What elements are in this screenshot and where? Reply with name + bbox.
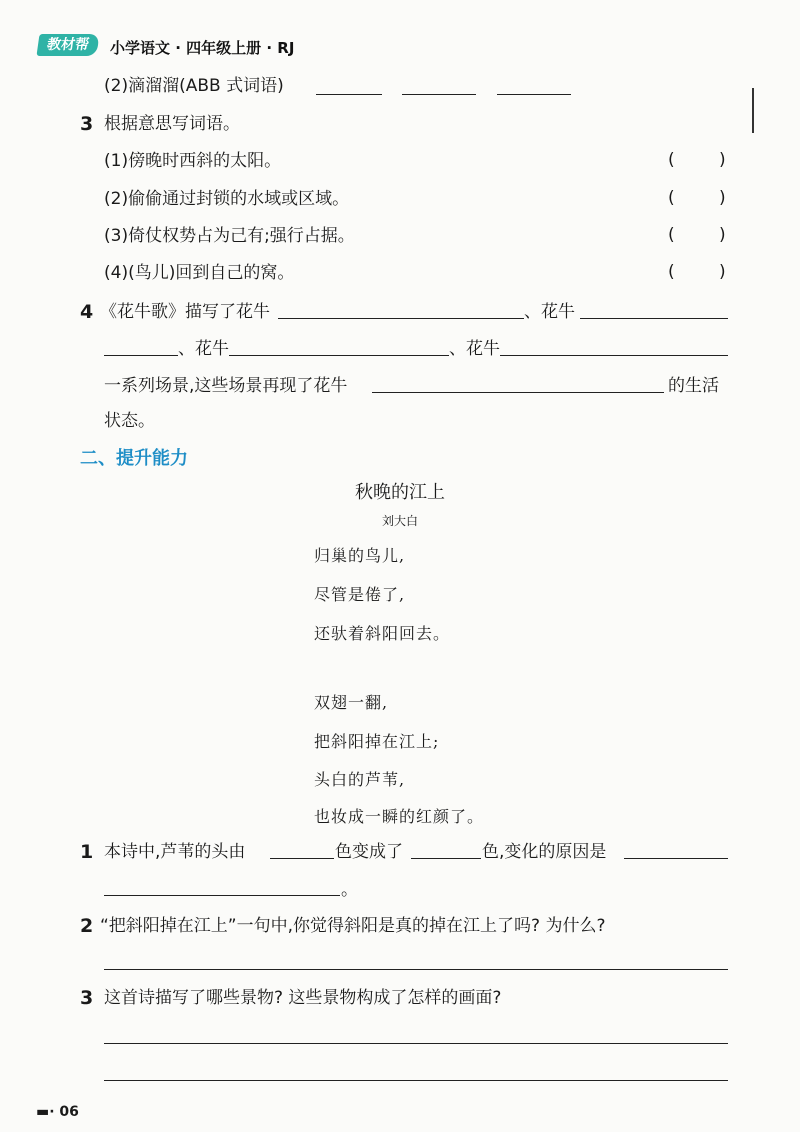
poem-author: 刘大白 (381, 514, 418, 528)
page-number-text: 06 (59, 1104, 79, 1120)
badge-label: 教材帮 (45, 37, 91, 53)
q4-blank-6[interactable] (372, 392, 664, 393)
p2q1-part1: 本诗中,芦苇的头由 (104, 842, 246, 862)
q4-line3-end: 的生活 (668, 376, 719, 396)
q4-line4: 状态。 (104, 411, 155, 431)
q3-item-2: (2)偷偷通过封锁的水域或区域。 (104, 189, 350, 209)
p2q3-answer-line-1[interactable] (104, 1043, 728, 1044)
poem-line: 也妆成一瞬的红颜了。 (314, 807, 485, 826)
q4-blank-5[interactable] (500, 355, 728, 356)
q4-blank-3[interactable] (104, 355, 178, 356)
q3-paren-close-1: ) (719, 150, 726, 170)
q3-paren-close-2: ) (719, 188, 726, 208)
p2q2-text: “把斜阳掉在江上”一句中,你觉得斜阳是真的掉在江上了吗? 为什么? (100, 916, 606, 936)
p2q1-number: 1 (80, 841, 94, 863)
p2q3-text: 这首诗描写了哪些景物? 这些景物构成了怎样的画面? (104, 988, 502, 1008)
q3-item-3: (3)倚仗权势占为己有;强行占据。 (104, 226, 355, 246)
section-2-title: 二、提升能力 (80, 448, 188, 469)
q4-line3-start: 一系列场景,这些场景再现了花牛 (104, 376, 348, 396)
q3-item-4: (4)(鸟儿)回到自己的窝。 (104, 263, 295, 283)
p2q1-blank-1[interactable] (270, 858, 334, 859)
q3-paren-open-2: ( (668, 188, 675, 208)
q3-item-1: (1)傍晚时西斜的太阳。 (104, 151, 282, 171)
q2-blank-3[interactable] (497, 94, 571, 95)
q4-sep-2: 、花牛 (178, 339, 229, 359)
q4-sep-1: 、花牛 (524, 302, 575, 322)
q3-paren-open-1: ( (668, 150, 675, 170)
q3-paren-open-3: ( (668, 225, 675, 245)
p2q1-blank-4[interactable] (104, 895, 340, 896)
q4-blank-1[interactable] (278, 318, 524, 319)
poem-line: 尽管是倦了, (314, 585, 406, 604)
page-dash-icon: ▬· (36, 1104, 55, 1120)
textbook-badge (36, 34, 99, 56)
p2q2-number: 2 (80, 915, 94, 937)
q4-part1: 《花牛歌》描写了花牛 (100, 302, 270, 322)
q2-blank-2[interactable] (402, 94, 476, 95)
q2-item2-label: (2)滴溜溜(ABB 式词语) (104, 76, 284, 96)
p2q1-blank-3[interactable] (624, 858, 728, 859)
poem-title: 秋晚的江上 (355, 482, 445, 503)
p2q1-blank-2[interactable] (411, 858, 481, 859)
edge-mark (752, 88, 754, 133)
q4-blank-4[interactable] (229, 355, 449, 356)
q3-paren-open-4: ( (668, 262, 675, 282)
q2-blank-1[interactable] (316, 94, 382, 95)
poem-line: 把斜阳掉在江上; (314, 732, 440, 751)
p2q2-answer-line[interactable] (104, 969, 728, 970)
q3-number: 3 (80, 113, 94, 135)
p2q3-answer-line-2[interactable] (104, 1080, 728, 1081)
poem-line: 头白的芦苇, (314, 770, 406, 789)
p2q1-part2: 色变成了 (335, 842, 403, 862)
q3-paren-close-4: ) (719, 262, 726, 282)
poem-line: 双翅一翻, (314, 693, 389, 712)
header-title: 小学语文 · 四年级上册 · RJ (110, 39, 295, 57)
p2q1-part3: 色,变化的原因是 (482, 842, 607, 862)
p2q3-number: 3 (80, 987, 94, 1009)
q3-prompt: 根据意思写词语。 (104, 114, 240, 134)
poem-line: 还驮着斜阳回去。 (314, 624, 451, 643)
q4-sep-3: 、花牛 (449, 339, 500, 359)
q4-number: 4 (80, 301, 94, 323)
q3-paren-close-3: ) (719, 225, 726, 245)
page-number (36, 1104, 79, 1120)
p2q1-end: 。 (341, 880, 358, 900)
poem-line: 归巢的鸟儿, (314, 546, 406, 565)
q4-blank-2[interactable] (580, 318, 728, 319)
